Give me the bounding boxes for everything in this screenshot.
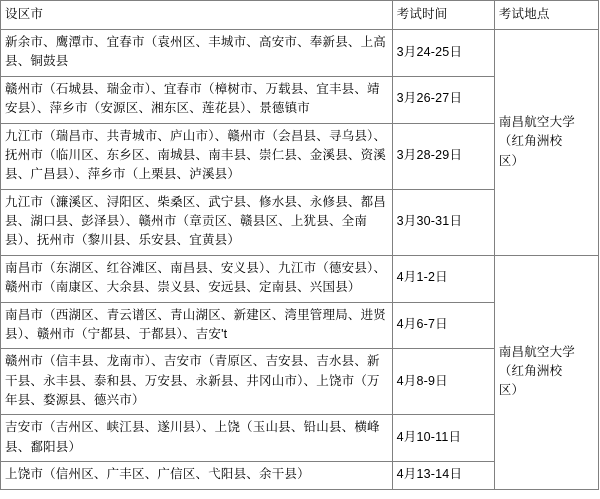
cell-time: 4月8-9日 bbox=[392, 349, 494, 415]
cell-time: 4月6-7日 bbox=[392, 302, 494, 349]
cell-area: 南昌市（西湖区、青云谱区、青山湖区、新建区、湾里管理局、进贤县）、赣州市（宁都县、于都县）、吉安't bbox=[1, 302, 393, 349]
place-line: 区） bbox=[498, 153, 525, 168]
cell-place bbox=[494, 30, 598, 256]
cell-area: 吉安市（吉州区、峡江县、遂川县）、上饶（玉山县、铅山县、横峰县、鄱阳县） bbox=[1, 415, 393, 462]
table-header bbox=[1, 1, 599, 30]
cell-area: 赣州市（信丰县、龙南市）、吉安市（青原区、吉安县、吉水县、新干县、永丰县、泰和县、万安县、永新县、井冈山市）、上饶市（万年县、婺源县、德兴市） bbox=[1, 349, 393, 415]
place-line: 南昌航空大学 bbox=[498, 114, 575, 129]
cell-area: 新余市、鹰潭市、宜春市（袁州区、丰城市、高安市、奉新县、上高县、铜鼓县 bbox=[1, 30, 393, 77]
cell-time: 4月13-14日 bbox=[392, 462, 494, 489]
table-row bbox=[1, 30, 599, 77]
cell-area: 南昌市（东湖区、红谷滩区、南昌县、安义县）、九江市（德安县）、赣州市（南康区、大余县、崇义县、安远县、定南县、兴国县） bbox=[1, 255, 393, 302]
cell-area: 九江市（瑞昌市、共青城市、庐山市）、赣州市（会昌县、寻乌县）、抚州市（临川区、东乡区、南城县、南丰县、崇仁县、金溪县、资溪县、广昌县）、萍乡市（上栗县、泸溪县） bbox=[1, 123, 393, 189]
place-line: （红角洲校 bbox=[498, 363, 563, 378]
place-line: 区） bbox=[498, 383, 525, 398]
cell-area: 赣州市（石城县、瑞金市）、宜春市（樟树市、万载县、宜丰县、靖安县）、萍乡市（安源区、湘东区、莲花县）、景德镇市 bbox=[1, 76, 393, 123]
cell-time: 4月10-11日 bbox=[392, 415, 494, 462]
table-header-row bbox=[1, 1, 599, 30]
table-row bbox=[1, 255, 599, 302]
column-header-area: 设区市 bbox=[1, 1, 393, 30]
cell-time: 3月30-31日 bbox=[392, 189, 494, 255]
column-header-time: 考试时间 bbox=[392, 1, 494, 30]
column-header-place: 考试地点 bbox=[494, 1, 598, 30]
cell-area: 九江市（濂溪区、浔阳区、柴桑区、武宁县、修水县、永修县、都昌县、湖口县、彭泽县）、赣州市（章贡区、赣县区、上犹县、全南县）、抚州市（黎川县、乐安县、宜黄县） bbox=[1, 189, 393, 255]
cell-area: 上饶市（信州区、广丰区、广信区、弋阳县、余干县） bbox=[1, 462, 393, 489]
cell-place bbox=[494, 255, 598, 489]
cell-time: 4月1-2日 bbox=[392, 255, 494, 302]
cell-time: 3月26-27日 bbox=[392, 76, 494, 123]
cell-time: 3月28-29日 bbox=[392, 123, 494, 189]
place-line: （红角洲校 bbox=[498, 134, 563, 149]
table-body bbox=[1, 30, 599, 490]
cell-time: 3月24-25日 bbox=[392, 30, 494, 77]
place-line: 南昌航空大学 bbox=[498, 344, 575, 359]
